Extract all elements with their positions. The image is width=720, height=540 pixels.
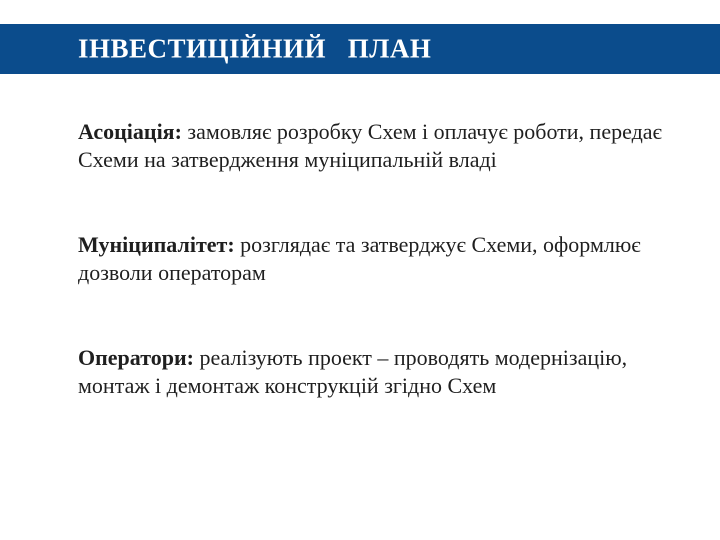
paragraph-label: Асоціація: xyxy=(78,119,182,144)
paragraph-municipality xyxy=(78,231,688,287)
paragraph-label: Муніципалітет: xyxy=(78,232,235,257)
slide-content xyxy=(78,118,688,400)
title-bar xyxy=(0,24,720,74)
paragraph-text: замовляє розробку Схем і оплачує роботи, передає Схеми на затвердження муніципальній владі xyxy=(78,119,662,172)
slide-title: ІНВЕСТИЦІЙНИЙ ПЛАН xyxy=(78,33,432,64)
paragraph-operators xyxy=(78,344,688,400)
paragraph-association xyxy=(78,118,688,174)
paragraph-text: розглядає та затверджує Схеми, оформлює дозволи операторам xyxy=(78,232,641,285)
paragraph-text: реалізують проект – проводять модернізацію, монтаж і демонтаж конструкцій згідно Схем xyxy=(78,345,628,398)
paragraph-label: Оператори: xyxy=(78,345,194,370)
